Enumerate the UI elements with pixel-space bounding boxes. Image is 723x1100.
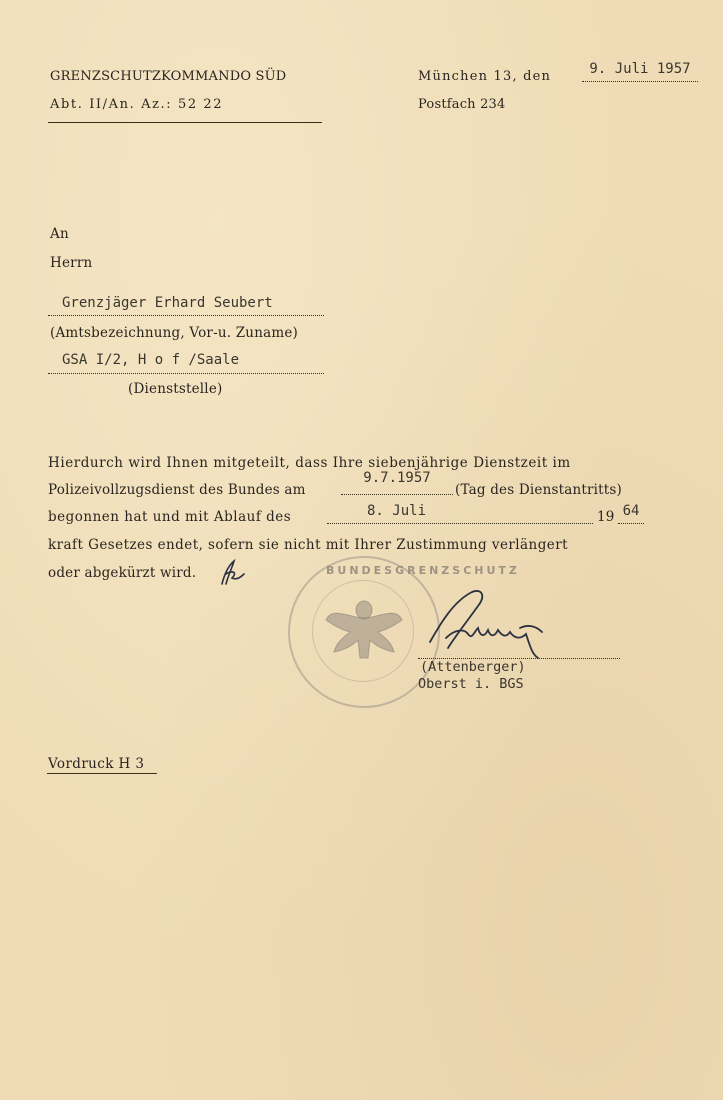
body-line-3-prefix: begonnen hat und mit Ablauf des <box>48 509 292 525</box>
body-line-2-prefix: Polizeivollzugsdienst des Bundes am <box>48 482 306 498</box>
postbox: Postfach 234 <box>418 97 506 112</box>
header-rule <box>48 122 322 123</box>
authority-name: GRENZSCHUTZKOMMANDO SÜD <box>50 69 287 84</box>
recipient-name-line <box>48 300 324 316</box>
recipient-unit-line <box>48 358 324 374</box>
body-line-5: oder abgekürzt wird. <box>48 565 197 581</box>
form-identifier: Vordruck H 3 <box>48 756 145 772</box>
letter-date: 9. Juli 1957 <box>582 61 698 82</box>
initials-mark-icon <box>214 558 248 588</box>
address-salutation: Herrn <box>50 255 93 271</box>
seal-text: BUNDESGRENZSCHUTZ <box>326 564 520 577</box>
service-end-date: 8. Juli <box>327 503 593 524</box>
signatory-rank: Oberst i. BGS <box>418 676 524 692</box>
department-reference: Abt. II/An. Az.: 52 22 <box>50 97 224 112</box>
signatory-name: (Attenberger) <box>420 659 526 675</box>
body-line-1: Hierdurch wird Ihnen mitgeteilt, dass Ihre siebenjährige Dienstzeit im <box>48 455 571 471</box>
recipient-unit-caption: (Dienststelle) <box>128 381 223 397</box>
end-year: 64 <box>618 503 644 524</box>
place-and-date-label: München 13, den <box>418 69 552 84</box>
end-year-prefix: 19 <box>597 509 615 525</box>
federal-eagle-icon <box>290 558 438 706</box>
address-to: An <box>50 226 69 242</box>
recipient-unit: GSA I/2, H o f /Saale <box>62 352 240 368</box>
service-start-date: 9.7.1957 <box>341 470 453 495</box>
recipient-name: Grenzjäger Erhard Seubert <box>62 295 273 311</box>
form-identifier-underline <box>47 773 157 774</box>
recipient-name-caption: (Amtsbezeichnung, Vor-u. Zuname) <box>50 325 298 341</box>
body-line-4: kraft Gesetzes endet, sofern sie nicht mit Ihrer Zustimmung verlängert <box>48 537 569 553</box>
body-line-2-suffix: (Tag des Dienstantritts) <box>455 482 623 498</box>
signature-line <box>418 642 620 659</box>
